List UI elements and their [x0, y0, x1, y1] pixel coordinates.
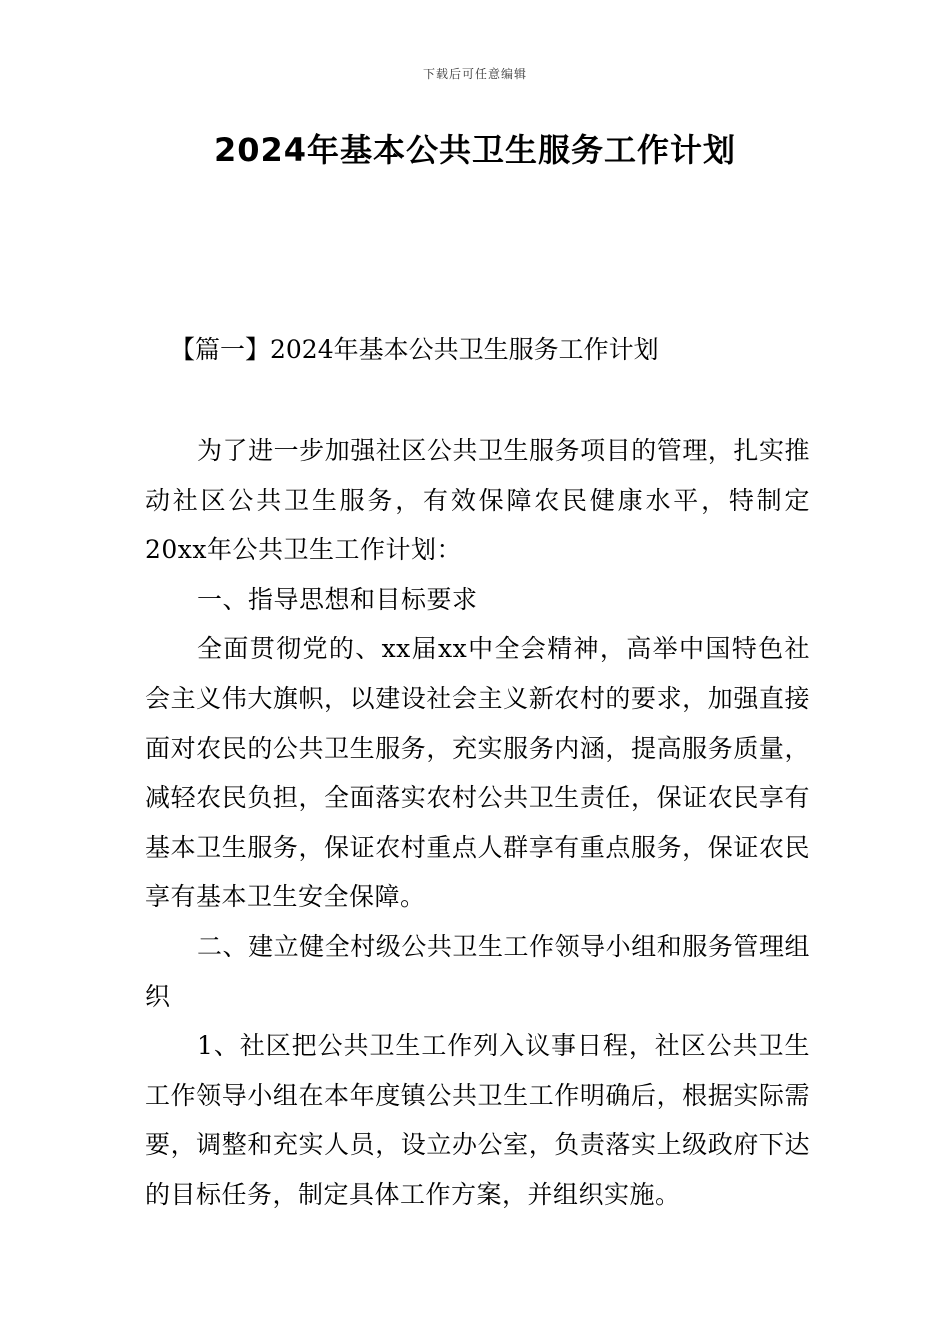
section-title: 【篇一】2024年基本公共卫生服务工作计划 [170, 335, 659, 364]
header-note: 下载后可任意编辑 [422, 67, 527, 81]
heading-leadership-group: 二、建立健全村级公共卫生工作领导小组和服务管理组织 [145, 931, 810, 1011]
document-title: 2024年基本公共卫生服务工作计划 [213, 131, 737, 169]
paragraph-item-1: 1、社区把公共卫生工作列入议事日程，社区公共卫生工作领导小组在本年度镇公共卫生工作明确后，根据实际需要，调整和充实人员，设立办公室，负责落实上级政府下达的目标任务，制定具体工作方案，并组织实施。 [145, 1031, 810, 1209]
paragraph-intro: 为了进一步加强社区公共卫生服务项目的管理，扎实推动社区公共卫生服务，有效保障农民健康水平，特制定20xx年公共卫生工作计划： [145, 436, 810, 565]
paragraph-guiding-ideology: 全面贯彻党的、xx届xx中全会精神，高举中国特色社会主义伟大旗帜，以建设社会主义新农村的要求，加强直接面对农民的公共卫生服务，充实服务内涵，提高服务质量，减轻农民负担，全面落实农村公共卫生责任，保证农民享有基本卫生服务，保证农村重点人群享有重点服务，保证农民享有基本卫生安全保障。 [145, 634, 810, 912]
document-body [145, 426, 810, 1220]
heading-guiding-ideology: 一、指导思想和目标要求 [197, 584, 478, 614]
